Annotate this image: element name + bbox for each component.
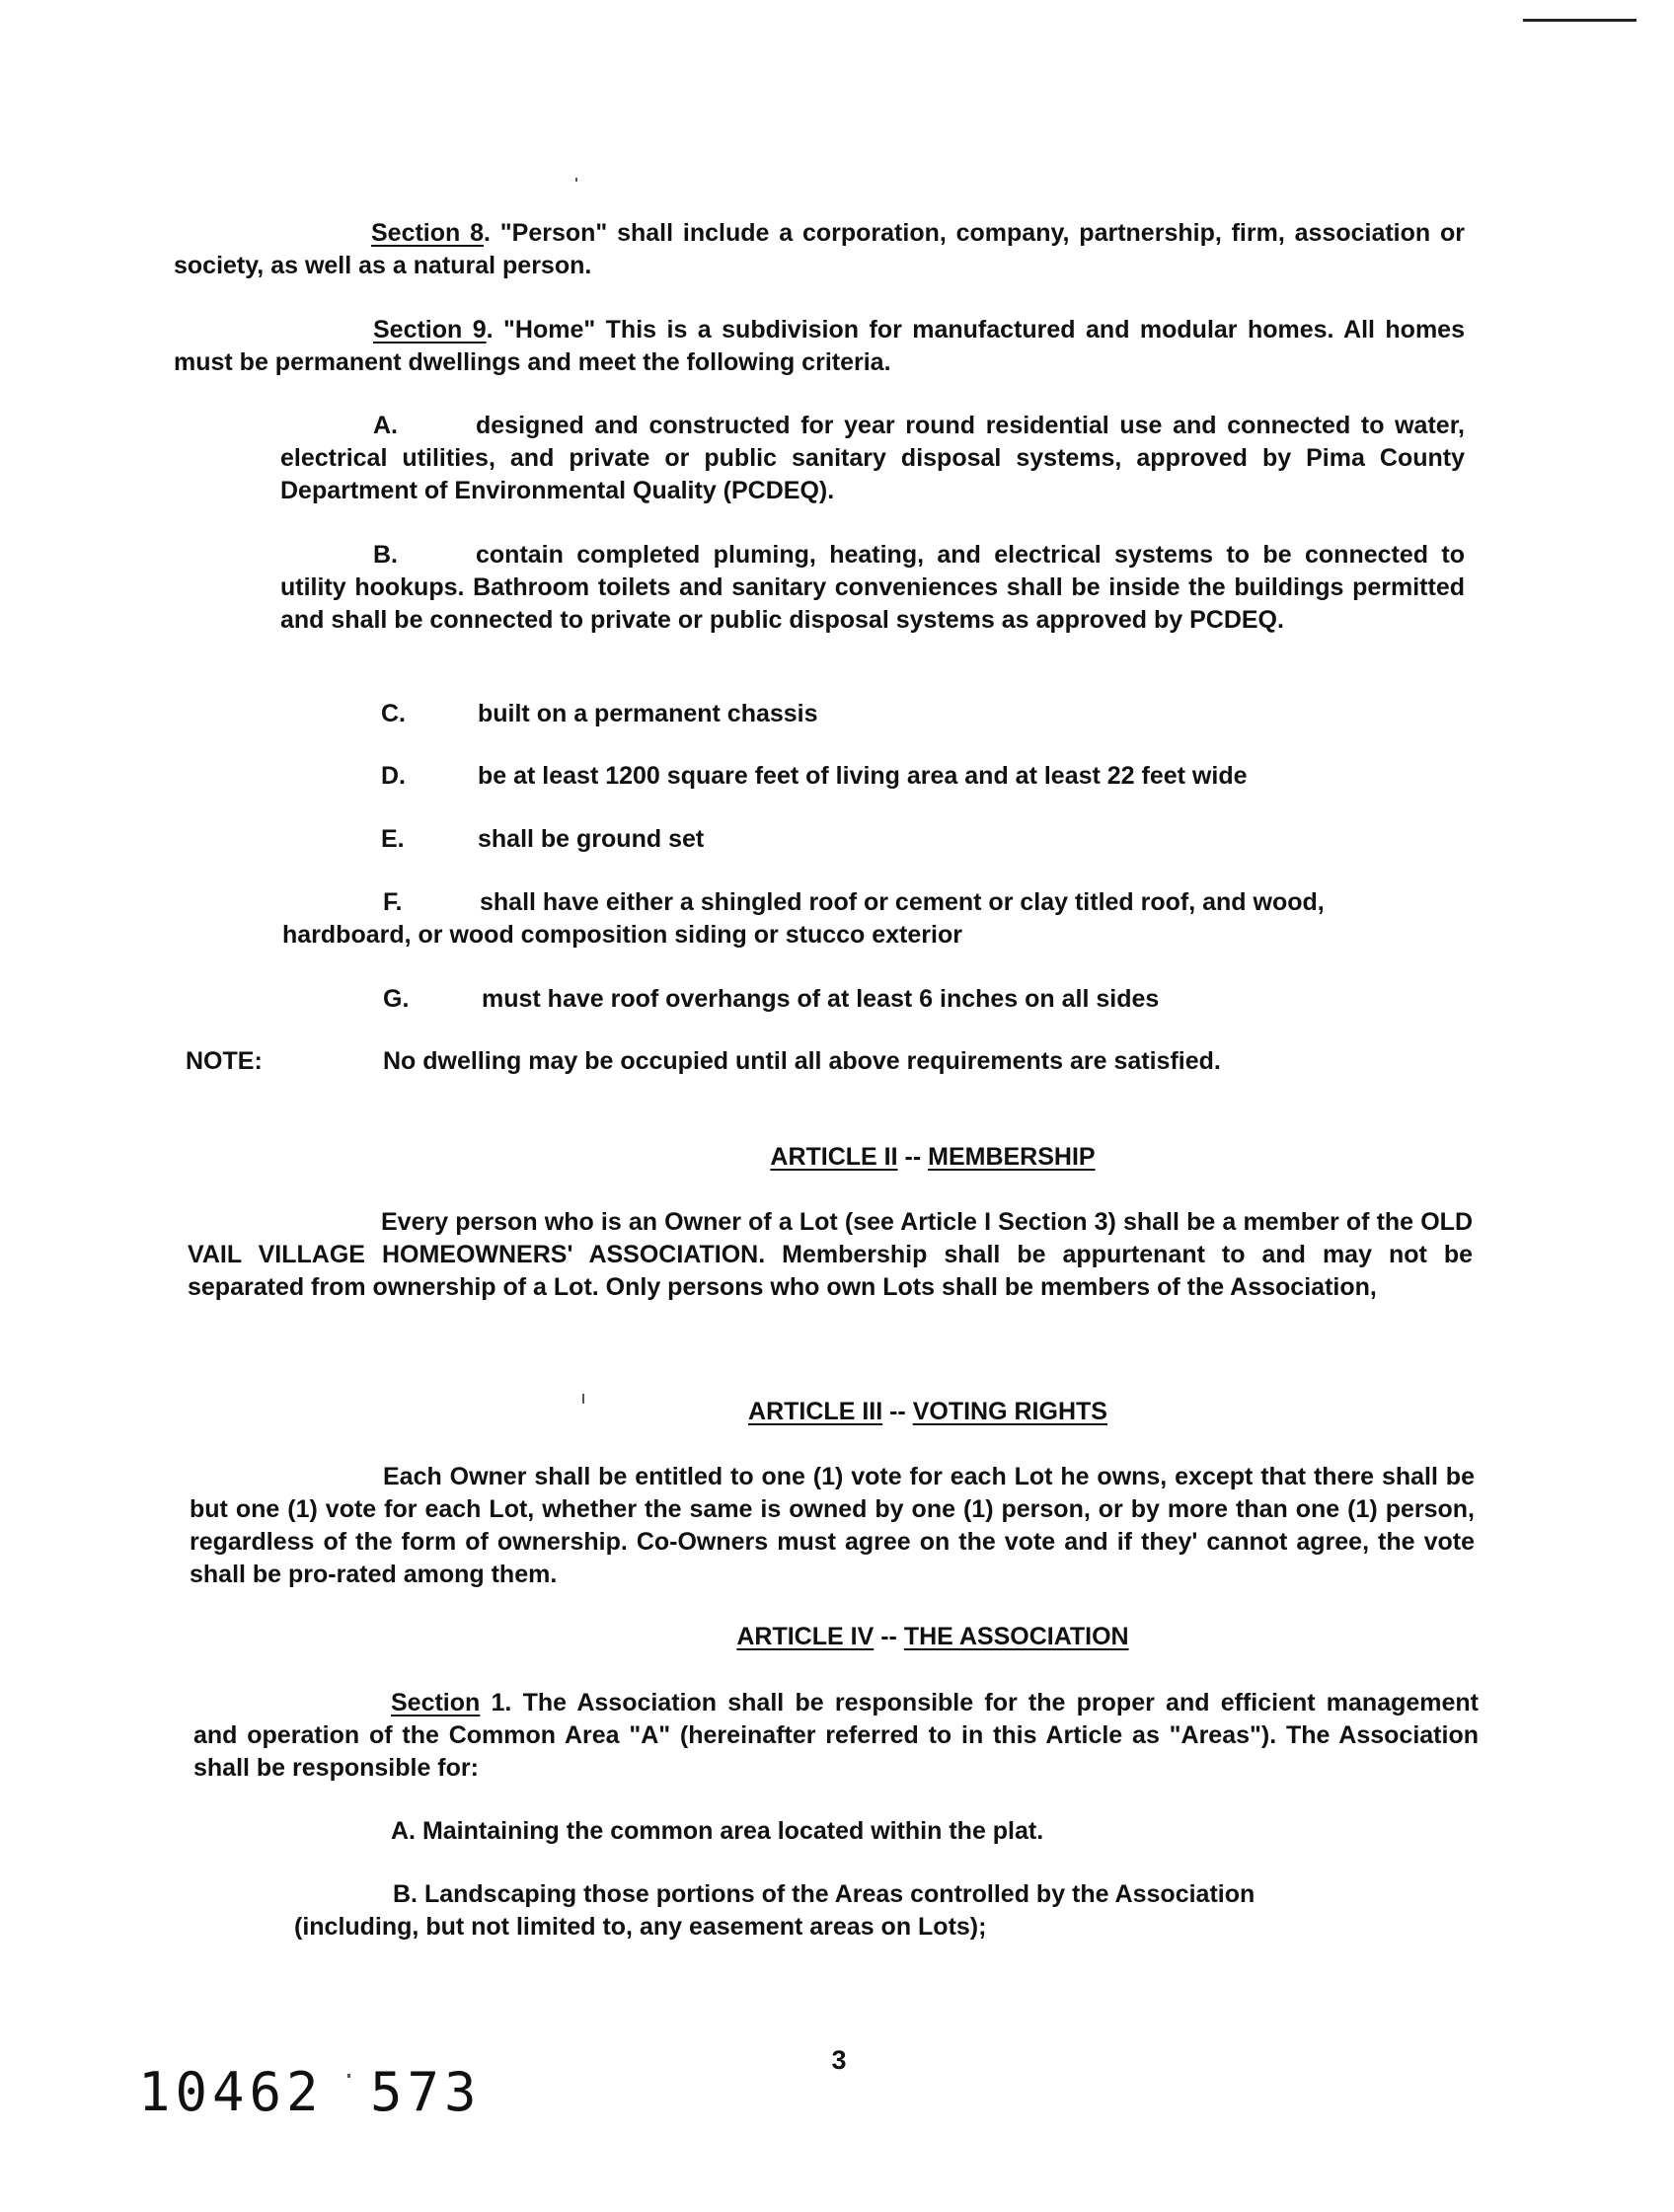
criteria-letter: C.	[381, 700, 406, 727]
scan-speck	[347, 2074, 350, 2078]
corner-scan-mark	[1523, 19, 1636, 22]
section-9-text: . "Home" This is a subdivision for manufactured and modular homes. All homes must be permanent dwellings and meet the following criteria.	[174, 316, 1465, 376]
stamp-page: 573	[370, 2061, 482, 2123]
page-number: 3	[831, 2045, 847, 2075]
section-1-label: Section	[391, 1689, 481, 1716]
article-3-heading: ARTICLE III -- VOTING RIGHTS	[748, 1398, 1107, 1425]
criteria-text: designed and constructed for year round residential use and connected to water, electrical utilities, and private or public sanitary disposal systems, approved by Pima County Department of Environmental Quality (PCDEQ).	[280, 412, 1465, 504]
criteria-text: must have roof overhangs of at least 6 inches on all sides	[482, 985, 1160, 1013]
note-text: No dwelling may be occupied until all above requirements are satisfied.	[383, 1047, 1221, 1075]
article-2-body: Every person who is an Owner of a Lot (see Article I Section 3) shall be a member of the OLD VAIL VILLAGE HOMEOWNERS' ASSOCIATION. Membership shall be appurtenant to and may not be separated from ownership of a Lot. Only persons who own Lots shall be members of the Association,	[188, 1208, 1473, 1301]
section-9-label: Section 9	[373, 316, 487, 343]
note-label: NOTE:	[186, 1047, 263, 1075]
criteria-letter: G.	[383, 985, 410, 1013]
scan-speck	[575, 178, 577, 182]
criteria-text: be at least 1200 square feet of living area and at least 22 feet wide	[478, 762, 1248, 790]
association-item-a: A. Maintaining the common area located within the plat.	[391, 1817, 1044, 1845]
criteria-text-continued: hardboard, or wood composition siding or stucco exterior	[282, 921, 962, 949]
criteria-letter: D.	[381, 762, 406, 790]
article-4-section-1	[193, 1687, 1479, 1785]
article-4-heading: ARTICLE IV -- THE ASSOCIATION	[736, 1623, 1129, 1650]
section-8-text: . "Person" shall include a corporation, company, partnership, firm, association or society, as well as a natural person.	[174, 219, 1465, 279]
criteria-text: shall have either a shingled roof or cement or clay titled roof, and wood,	[480, 888, 1325, 916]
section-8-label: Section 8	[371, 219, 485, 247]
criteria-letter: A.	[373, 412, 398, 439]
section-8-paragraph	[174, 217, 1465, 282]
article-3-body: Each Owner shall be entitled to one (1) vote for each Lot he owns, except that there shall be but one (1) vote for each Lot, whether the same is owned by one (1) person, or by more than one (1) person, regardless of the form of ownership. Co-Owners must agree on the vote and if they' cannot agree, the vote shall be pro-rated among them.	[190, 1463, 1475, 1588]
section-1-text: 1. The Association shall be responsible for the proper and efficient management and operation of the Common Area "A" (hereinafter referred to in this Article as "Areas"). The Association shall be responsible for:	[193, 1689, 1479, 1782]
criteria-text: contain completed pluming, heating, and electrical systems to be connected to utility hookups. Bathroom toilets and sanitary conveniences shall be inside the buildings permitted and shall be connected to private or public disposal systems as approved by PCDEQ.	[280, 541, 1465, 634]
criteria-text: shall be ground set	[478, 825, 705, 853]
stamp-docket: 10462	[138, 2061, 324, 2123]
criteria-letter: E.	[381, 825, 405, 853]
article-2-heading: ARTICLE II -- MEMBERSHIP	[770, 1143, 1096, 1171]
criteria-letter: B.	[373, 541, 398, 569]
section-9-paragraph	[174, 314, 1465, 379]
criteria-text: built on a permanent chassis	[478, 700, 818, 727]
criteria-letter: F.	[383, 888, 403, 916]
